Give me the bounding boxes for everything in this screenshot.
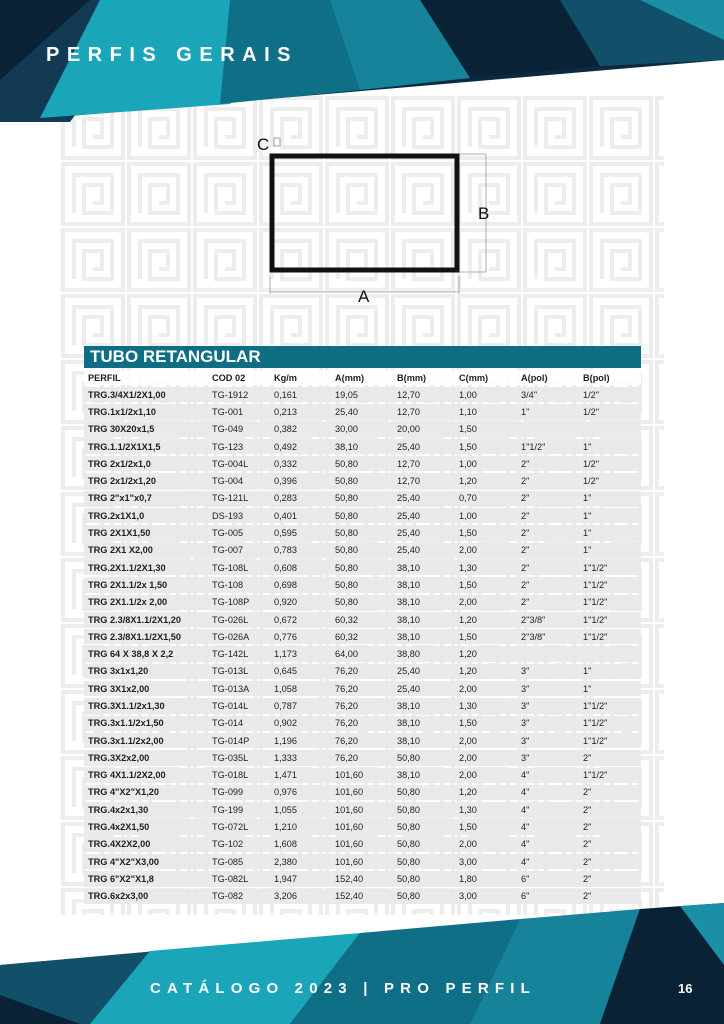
table-cell: TG-082L [208,871,270,886]
table-row [84,785,641,800]
table-cell: TRG.4x2x1,30 [84,802,208,817]
table-cell: 1,20 [455,664,517,679]
table-cell: 25,40 [393,439,455,454]
table-cell: TG-004 [208,473,270,488]
table-cell: 6" [517,889,579,904]
table-cell: 2,380 [270,854,331,869]
table-cell: 50,80 [393,837,455,852]
table-cell: 1,20 [455,612,517,627]
table-cell: 3" [517,664,579,679]
table-cell: TG-142L [208,646,270,661]
table-cell: 38,10 [393,560,455,575]
table-cell: TRG.3x1.1/2x2,00 [84,733,208,748]
table-cell: 3,206 [270,889,331,904]
table-cell: 38,10 [393,629,455,644]
table-cell: TG-018L [208,768,270,783]
table-cell: 1" [579,439,641,454]
table-cell [579,646,641,661]
table-cell: 4" [517,854,579,869]
table-cell: TRG 2"x1"x0,7 [84,491,208,506]
table-cell: 1" [579,508,641,523]
table-cell: 2,00 [455,681,517,696]
table-row [84,595,641,610]
section-title-bar [84,346,641,368]
table-cell: TRG.6x2x3,00 [84,889,208,904]
table-cell: 0,492 [270,439,331,454]
table-cell: 3" [517,716,579,731]
table-row [84,698,641,713]
table-cell: TG-123 [208,439,270,454]
table-cell: TRG.1.1/2X1X1,5 [84,439,208,454]
table-row [84,473,641,488]
diagram-label-b: B [478,204,490,223]
table-cell: 76,20 [331,681,393,696]
table-cell: 2" [517,525,579,540]
column-header: COD 02 [208,370,270,385]
table-cell: TRG 4X1.1/2X2,00 [84,768,208,783]
table-cell: TG-102 [208,837,270,852]
table-cell: TG-014 [208,716,270,731]
table-cell: 1,173 [270,646,331,661]
table-cell: 0,161 [270,387,331,402]
table-cell: 1" [579,543,641,558]
table-cell: 50,80 [393,889,455,904]
table-cell: 76,20 [331,750,393,765]
table-cell: 1,50 [455,629,517,644]
table-cell: TRG.3/4X1/2X1,00 [84,387,208,402]
table-cell: 2" [579,889,641,904]
column-header: B(mm) [393,370,455,385]
table-cell: 0,608 [270,560,331,575]
table-cell: 38,10 [393,733,455,748]
table-cell: 25,40 [393,664,455,679]
table-cell: 2" [517,508,579,523]
table-cell: 2,00 [455,768,517,783]
table-cell: 1,80 [455,871,517,886]
table-row [84,889,641,904]
table-cell: 2,00 [455,733,517,748]
table-cell: 1,10 [455,404,517,419]
table-cell: TRG.4X2X2,00 [84,837,208,852]
table-cell: 3" [517,681,579,696]
table-row [84,404,641,419]
table-cell: 101,60 [331,819,393,834]
table-cell: 1,333 [270,750,331,765]
table-row [84,525,641,540]
table-cell: 1/2" [579,456,641,471]
table-cell: 38,10 [393,595,455,610]
table-row [84,491,641,506]
table-cell: 4" [517,819,579,834]
table-cell: 50,80 [331,577,393,592]
table-row [84,560,641,575]
table-cell: 1"1/2" [579,577,641,592]
table-cell: TG-108P [208,595,270,610]
table-row [84,456,641,471]
table-cell: 0,920 [270,595,331,610]
table-cell: 3,00 [455,889,517,904]
column-header: PERFIL [84,370,208,385]
table-row [84,871,641,886]
table-cell: 1"1/2" [517,439,579,454]
table-cell: 12,70 [393,473,455,488]
table-cell: 101,60 [331,785,393,800]
table-row [84,629,641,644]
table-cell: 0,70 [455,491,517,506]
table-cell: 2" [517,543,579,558]
table-cell: 50,80 [331,525,393,540]
table-cell: 4" [517,802,579,817]
table-cell: 101,60 [331,854,393,869]
table-cell: 76,20 [331,664,393,679]
table-cell: 60,32 [331,612,393,627]
table-row [84,837,641,852]
table-row [84,681,641,696]
table-row [84,508,641,523]
table-row [84,612,641,627]
table-cell: 1,50 [455,819,517,834]
table-cell: TRG 2X1 X2,00 [84,543,208,558]
table-cell: 0,783 [270,543,331,558]
table-cell: 1,20 [455,785,517,800]
table-row [84,854,641,869]
table-cell: 1,50 [455,439,517,454]
diagram-label-a: A [358,287,370,306]
table-cell: 2,00 [455,595,517,610]
table-cell: 2" [579,837,641,852]
table-cell: 0,902 [270,716,331,731]
table-cell: TRG.2x1X1,0 [84,508,208,523]
table-cell: 50,80 [331,543,393,558]
table-cell: TRG.3x1.1/2x1,50 [84,716,208,731]
table-cell: 12,70 [393,404,455,419]
table-cell: 64,00 [331,646,393,661]
table-cell: 1,055 [270,802,331,817]
table-header-row [84,370,641,385]
table-row [84,768,641,783]
table-cell: 1" [579,525,641,540]
table-cell: 50,80 [331,491,393,506]
table-cell: TG-072L [208,819,270,834]
table-cell: 1,196 [270,733,331,748]
table-cell: 2" [517,595,579,610]
table-cell: 2" [517,473,579,488]
page-number: 16 [678,981,693,996]
column-header: C(mm) [455,370,517,385]
table-cell: 38,10 [331,439,393,454]
table-row [84,543,641,558]
table-cell: 4" [517,768,579,783]
table-cell: 3" [517,750,579,765]
table-row [84,422,641,437]
column-header: Kg/m [270,370,331,385]
table-cell: 25,40 [393,525,455,540]
table-cell: 2" [579,802,641,817]
table-cell: TG-108L [208,560,270,575]
table-cell: 25,40 [393,491,455,506]
table-cell: 2" [517,491,579,506]
table-cell: TG-099 [208,785,270,800]
table-cell: 3" [517,733,579,748]
table-cell: 1"1/2" [579,612,641,627]
table-cell: 1/2" [579,387,641,402]
table-cell: TRG 3x1x1,20 [84,664,208,679]
table-cell: 25,40 [393,681,455,696]
column-header: A(pol) [517,370,579,385]
table-cell [517,422,579,437]
table-cell: 1"1/2" [579,716,641,731]
table-cell: 3/4" [517,387,579,402]
column-header: B(pol) [579,370,641,385]
table-cell: 1"1/2" [579,595,641,610]
table-cell: TG-013L [208,664,270,679]
table-row [84,577,641,592]
table-cell: 1"1/2" [579,698,641,713]
table-cell: 3" [517,698,579,713]
table-cell: TRG 3X1x2,00 [84,681,208,696]
table-cell: 38,10 [393,612,455,627]
table-cell: 1,30 [455,802,517,817]
table-cell: 1,50 [455,577,517,592]
table-cell: 4" [517,837,579,852]
table-cell: TRG 4"X2"X1,20 [84,785,208,800]
table-row [84,733,641,748]
table-cell: 1,20 [455,473,517,488]
table-cell: 2" [517,456,579,471]
table-cell: TG-014P [208,733,270,748]
table-cell: TRG 30X20x1,5 [84,422,208,437]
table-cell: 50,80 [393,802,455,817]
table-cell: TRG 2x1/2x1,0 [84,456,208,471]
table-cell: 1,50 [455,422,517,437]
table-cell [517,646,579,661]
table-cell: TRG.3X2x2,00 [84,750,208,765]
table-cell: 2" [579,819,641,834]
table-cell: 12,70 [393,387,455,402]
table-cell: 0,595 [270,525,331,540]
table-cell: 1" [579,491,641,506]
table-cell: TG-1912 [208,387,270,402]
page-title: PERFIS GERAIS [46,44,298,66]
table-cell: 1"1/2" [579,629,641,644]
table-cell: 0,382 [270,422,331,437]
table-cell: TG-026L [208,612,270,627]
table-cell: 1" [579,681,641,696]
table-cell: 1,20 [455,646,517,661]
section-title: TUBO RETANGULAR [90,347,261,366]
table-cell: 60,32 [331,629,393,644]
table-cell: 2" [517,577,579,592]
table-cell: 50,80 [331,560,393,575]
table-cell: 25,40 [393,543,455,558]
footer-catalog-title: CATÁLOGO 2023 | PRO PERFIL [150,980,536,997]
table-cell: 101,60 [331,768,393,783]
table-cell: TG-007 [208,543,270,558]
table-cell: DS-193 [208,508,270,523]
table-cell: 1" [517,404,579,419]
table-cell: TG-026A [208,629,270,644]
table-cell: 1/2" [579,404,641,419]
table-cell: 25,40 [331,404,393,419]
table-row [84,664,641,679]
table-cell: 76,20 [331,698,393,713]
table-cell: 0,776 [270,629,331,644]
table-row [84,802,641,817]
table-cell: TG-014L [208,698,270,713]
table-cell: 1,471 [270,768,331,783]
table-row [84,819,641,834]
header-banner [0,0,724,135]
table-cell: TG-013A [208,681,270,696]
table-row [84,716,641,731]
table-cell: 0,787 [270,698,331,713]
table-cell: 50,80 [331,456,393,471]
table-cell: 101,60 [331,802,393,817]
table-cell: 0,213 [270,404,331,419]
table-cell: TG-035L [208,750,270,765]
table-cell: 0,396 [270,473,331,488]
table-cell: 0,401 [270,508,331,523]
table-cell: 50,80 [331,595,393,610]
table-cell: 38,10 [393,577,455,592]
footer-banner [0,895,724,1024]
table-cell: 2"3/8" [517,629,579,644]
table-cell: 1,00 [455,387,517,402]
table-cell: 152,40 [331,871,393,886]
table-cell: 2,00 [455,837,517,852]
table-cell: 76,20 [331,716,393,731]
table-cell: TRG 2X1.1/2x 2,00 [84,595,208,610]
table-cell: 38,10 [393,716,455,731]
table-cell: 1,30 [455,698,517,713]
column-header: A(mm) [331,370,393,385]
table-cell: 0,283 [270,491,331,506]
table-cell: 2" [579,785,641,800]
table-cell: 2" [517,560,579,575]
table-row [84,646,641,661]
table-cell: 6" [517,871,579,886]
diagram-label-c: C [257,135,270,154]
table-cell: TRG.3X1.1/2x1,30 [84,698,208,713]
table-cell: 1,50 [455,716,517,731]
table-cell: TG-085 [208,854,270,869]
table-cell: 0,332 [270,456,331,471]
table-cell: 2" [579,854,641,869]
table-cell: 1,30 [455,560,517,575]
table-cell: TRG 6"X2"X1,8 [84,871,208,886]
table-cell: TRG 2X1X1,50 [84,525,208,540]
table-cell: TRG.1x1/2x1,10 [84,404,208,419]
table-cell: TG-005 [208,525,270,540]
table-cell: 76,20 [331,733,393,748]
table-cell: TRG 2X1.1/2x 1,50 [84,577,208,592]
table-cell: 2"3/8" [517,612,579,627]
table-cell: TRG 2x1/2x1,20 [84,473,208,488]
table-cell: 0,976 [270,785,331,800]
table-cell: TRG.2X1.1/2X1,30 [84,560,208,575]
table-cell: 1,00 [455,508,517,523]
table-cell: 1"1/2" [579,733,641,748]
table-cell: 1,947 [270,871,331,886]
table-cell: TRG 2.3/8X1.1/2X1,50 [84,629,208,644]
table-cell: 1"1/2" [579,768,641,783]
table-cell: TG-082 [208,889,270,904]
table-cell: TRG 2.3/8X1.1/2X1,20 [84,612,208,627]
table-cell: 38,10 [393,768,455,783]
table-cell: 20,00 [393,422,455,437]
table-cell: 1/2" [579,473,641,488]
table-cell: 25,40 [393,508,455,523]
table-cell: TG-004L [208,456,270,471]
table-cell: 1,210 [270,819,331,834]
table-cell: 1"1/2" [579,560,641,575]
table-cell: 38,10 [393,698,455,713]
table-cell: 1,00 [455,456,517,471]
table-cell: 50,80 [393,819,455,834]
table-cell: 50,80 [393,871,455,886]
table-cell: 0,672 [270,612,331,627]
table-cell: 1" [579,664,641,679]
table-cell: 101,60 [331,837,393,852]
table-cell: 50,80 [331,473,393,488]
table-cell: TG-001 [208,404,270,419]
table-cell: 2,00 [455,543,517,558]
table-cell: TRG 4"X2"X3,00 [84,854,208,869]
table-cell [579,422,641,437]
table-cell: 1,608 [270,837,331,852]
table-cell: 1,058 [270,681,331,696]
table-cell: 50,80 [393,854,455,869]
table-cell: TG-049 [208,422,270,437]
table-cell: 38,80 [393,646,455,661]
table-cell: 12,70 [393,456,455,471]
table-cell: 2" [579,871,641,886]
table-cell: 50,80 [393,750,455,765]
table-cell: TG-199 [208,802,270,817]
table-cell: 0,698 [270,577,331,592]
table-cell: 152,40 [331,889,393,904]
table-cell: TG-121L [208,491,270,506]
table-body [84,387,641,904]
table-cell: TG-108 [208,577,270,592]
table-cell: 1,50 [455,525,517,540]
profile-diagram [250,132,510,312]
table-cell: TRG.4x2X1,50 [84,819,208,834]
table-cell: 2,00 [455,750,517,765]
table-row [84,750,641,765]
table-cell: TRG 64 X 38,8 X 2,2 [84,646,208,661]
profile-table [84,368,641,906]
table-cell: 30,00 [331,422,393,437]
table-cell: 50,80 [331,508,393,523]
table-cell: 2" [579,750,641,765]
table-cell: 0,645 [270,664,331,679]
table-cell: 19,05 [331,387,393,402]
table-row [84,387,641,402]
table-cell: 4" [517,785,579,800]
table-cell: 3,00 [455,854,517,869]
table-row [84,439,641,454]
table-cell: 50,80 [393,785,455,800]
